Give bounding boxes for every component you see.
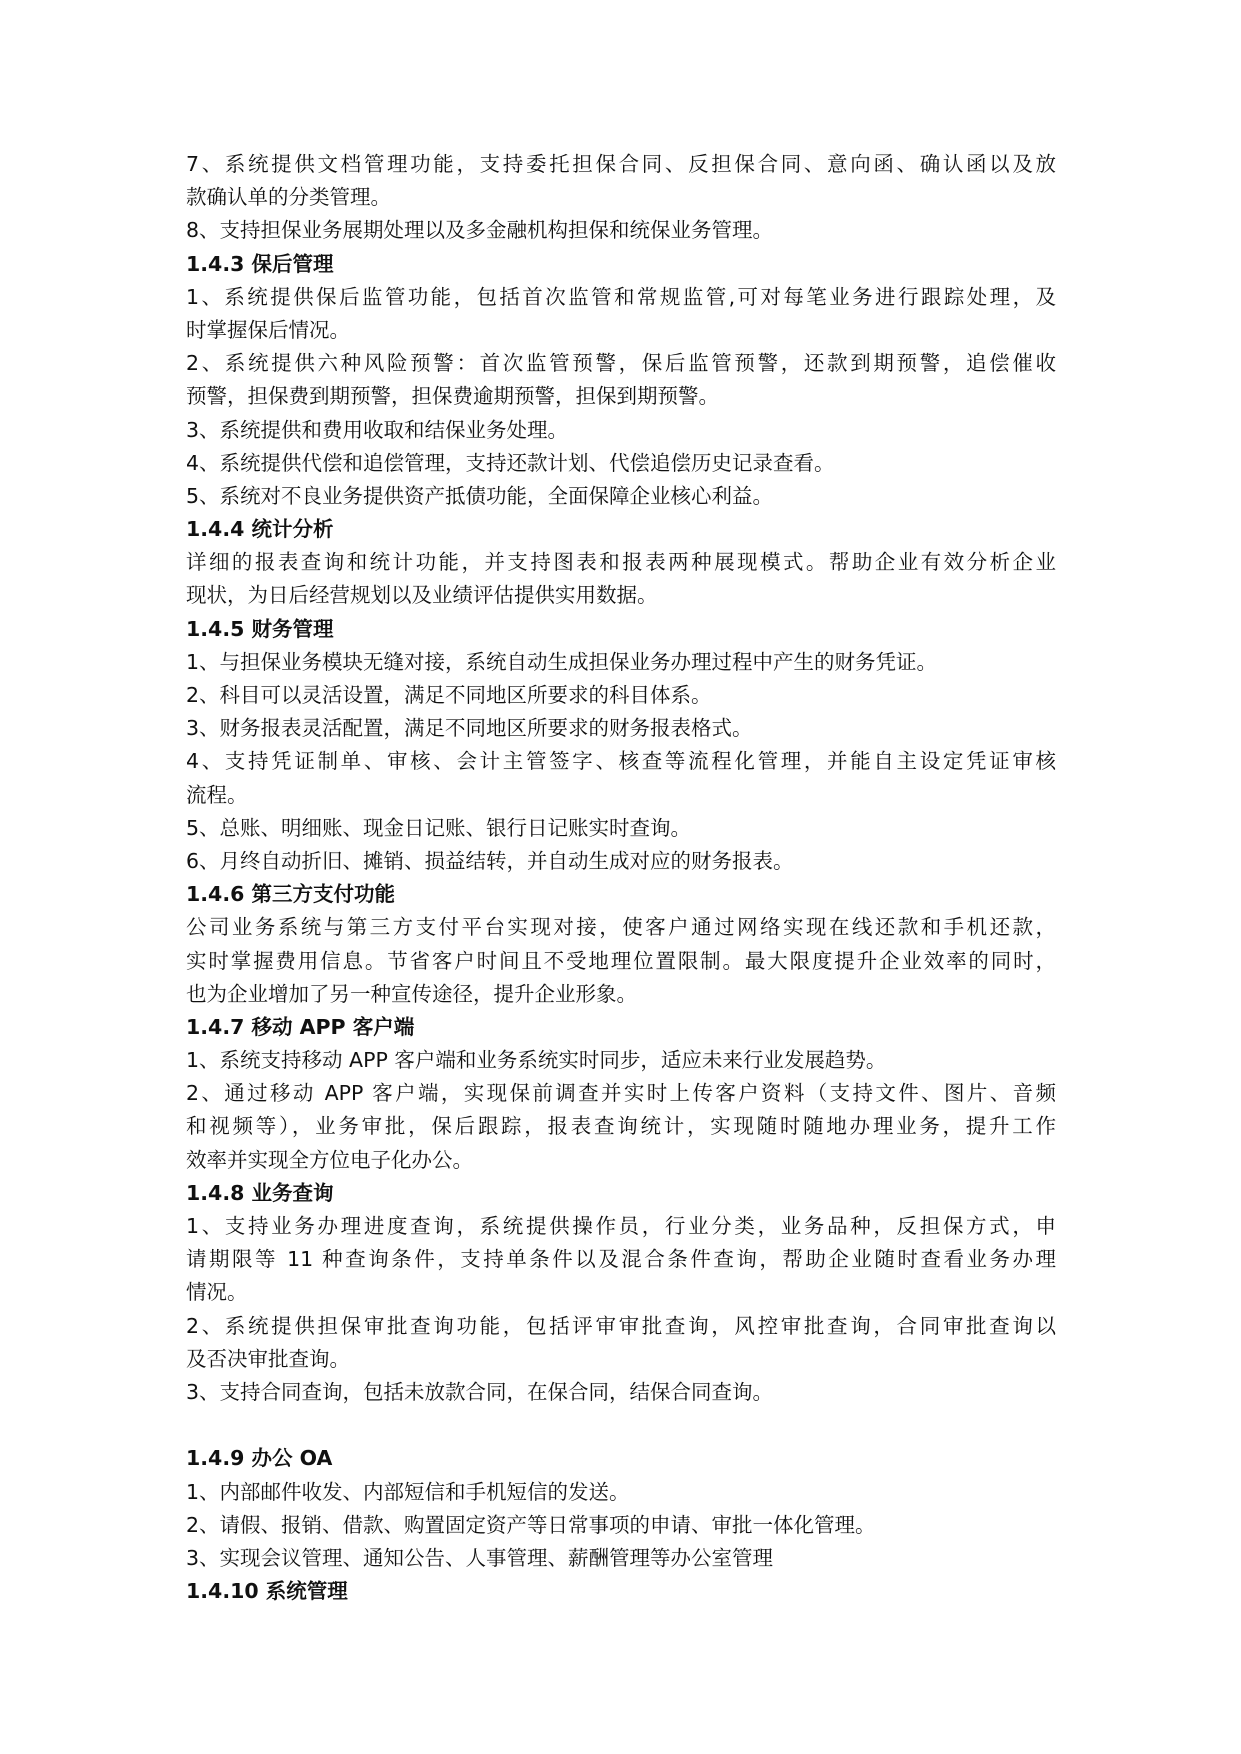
paragraph-line: 1、内部邮件收发、内部短信和手机短信的发送。 (186, 1479, 630, 1504)
paragraph-line: 时掌握保后情况。 (186, 317, 350, 342)
paragraph-line: 4、支持凭证制单、审核、会计主管签字、核查等流程化管理，并能自主设定凭证审核 (186, 749, 1056, 774)
paragraph-line: 3、财务报表灵活配置，满足不同地区所要求的财务报表格式。 (186, 716, 753, 741)
paragraph-line: 3、系统提供和费用收取和结保业务处理。 (186, 417, 569, 442)
paragraph-line: 也为企业增加了另一种宣传途径，提升企业形象。 (186, 981, 637, 1006)
paragraph-line: 6、月终自动折旧、摊销、损益结转，并自动生成对应的财务报表。 (186, 848, 794, 873)
paragraph-line: 款确认单的分类管理。 (186, 185, 391, 210)
paragraph-line: 2、通过移动 APP 客户端，实现保前调查并实时上传客户资料（支持文件、图片、音频 (186, 1081, 1056, 1106)
paragraph-line: 1、支持业务办理进度查询，系统提供操作员，行业分类，业务品种，反担保方式，申 (186, 1214, 1056, 1238)
paragraph-line: 3、实现会议管理、通知公告、人事管理、薪酬管理等办公室管理 (186, 1545, 774, 1570)
paragraph-line: 4、系统提供代偿和追偿管理，支持还款计划、代偿追偿历史记录查看。 (186, 450, 835, 475)
paragraph-line: 7、系统提供文档管理功能，支持委托担保合同、反担保合同、意向函、确认函以及放 (186, 152, 1056, 176)
paragraph-line: 和视频等），业务审批，保后跟踪，报表查询统计，实现随时随地办理业务，提升工作 (186, 1114, 1056, 1139)
section-heading: 1.4.3 保后管理 (186, 251, 334, 276)
paragraph-line: 3、支持合同查询，包括未放款合同，在保合同，结保合同查询。 (186, 1379, 774, 1404)
paragraph-line: 效率并实现全方位电子化办公。 (186, 1147, 473, 1172)
section-heading: 1.4.7 移动 APP 客户端 (186, 1014, 415, 1039)
paragraph-line: 1、系统支持移动 APP 客户端和业务系统实时同步，适应未来行业发展趋势。 (186, 1048, 887, 1073)
paragraph-line: 1、与担保业务模块无缝对接，系统自动生成担保业务办理过程中产生的财务凭证。 (186, 649, 938, 674)
paragraph-line: 1、系统提供保后监管功能，包括首次监管和常规监管,可对每笔业务进行跟踪处理，及 (186, 284, 1056, 309)
paragraph-line: 流程。 (186, 782, 248, 807)
paragraph-line: 8、支持担保业务展期处理以及多金融机构担保和统保业务管理。 (186, 218, 774, 243)
blank-line (186, 1409, 1056, 1442)
paragraph-line: 2、系统提供六种风险预警：首次监管预警，保后监管预警，还款到期预警，追偿催收 (186, 351, 1056, 376)
section-heading: 1.4.8 业务查询 (186, 1180, 334, 1205)
paragraph-line: 详细的报表查询和统计功能，并支持图表和报表两种展现模式。帮助企业有效分析企业 (186, 550, 1056, 575)
section-heading: 1.4.9 办公 OA (186, 1446, 333, 1471)
paragraph-line: 5、总账、明细账、现金日记账、银行日记账实时查询。 (186, 815, 692, 840)
paragraph-line: 2、系统提供担保审批查询功能，包括评审审批查询，风控审批查询，合同审批查询以 (186, 1313, 1056, 1338)
paragraph-line: 5、系统对不良业务提供资产抵债功能，全面保障企业核心利益。 (186, 483, 774, 508)
paragraph-line: 预警，担保费到期预警，担保费逾期预警，担保到期预警。 (186, 384, 719, 409)
paragraph-line: 情况。 (186, 1280, 248, 1305)
paragraph-line: 2、科目可以灵活设置，满足不同地区所要求的科目体系。 (186, 683, 712, 707)
section-heading: 1.4.10 系统管理 (186, 1579, 348, 1604)
section-heading: 1.4.4 统计分析 (186, 517, 334, 542)
document-page (186, 148, 1056, 1608)
paragraph-line: 2、请假、报销、借款、购置固定资产等日常事项的申请、审批一体化管理。 (186, 1512, 876, 1537)
section-heading: 1.4.5 财务管理 (186, 616, 334, 641)
paragraph-line: 实时掌握费用信息。节省客户时间且不受地理位置限制。最大限度提升企业效率的同时， (186, 948, 1056, 973)
paragraph-line: 现状，为日后经营规划以及业绩评估提供实用数据。 (186, 583, 658, 608)
section-heading: 1.4.6 第三方支付功能 (186, 882, 396, 907)
document-body (186, 148, 1056, 1608)
paragraph-line: 及否决审批查询。 (186, 1346, 350, 1371)
paragraph-line: 请期限等 11 种查询条件，支持单条件以及混合条件查询，帮助企业随时查看业务办理 (186, 1247, 1056, 1272)
paragraph-line: 公司业务系统与第三方支付平台实现对接，使客户通过网络实现在线还款和手机还款， (186, 915, 1056, 940)
